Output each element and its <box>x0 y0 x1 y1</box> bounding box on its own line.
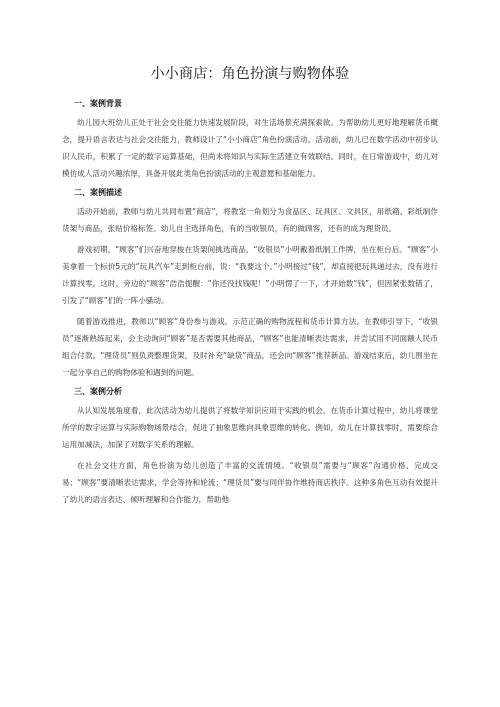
paragraph: 幼儿园大班幼儿正处于社会交往能力快速发展阶段，对生活场景充满探索欲。为帮助幼儿更好地理解货币概念，提升语言表达与社会交往能力，教师设计了“小小商店”角色扮演活动。活动前，幼儿已在数学活动中初步认识人民币，积累了一定的数字运算基础，但尚未将知识与实际生活建立有效联结。同时，在日常游戏中，幼儿对模仿成人活动兴趣浓厚，具备开展此类角色扮演活动的主观意愿和基础能力。 <box>62 118 438 178</box>
section-heading: 一、案例背景 <box>74 99 122 108</box>
paragraph: 游戏初期，“顾客”们兴奋地穿梭在货架间挑选商品，“收银员”小明戴着纸制工作牌，坐在柜台后。“顾客”小美拿着一个标价5元的“玩具汽车”走到柜台前，说：“我要这个。”小明接过“钱”，却直接把玩具递过去，没有进行计算找零。这时，旁边的“顾客”浩浩提醒：“你还没找钱呢！”小明愣了一下，才开始数“钱”，但因紧张数错了，引发了“顾客”们的一阵小骚动。 <box>62 245 438 305</box>
paragraph: 从认知发展角度看，此次活动为幼儿提供了将数学知识应用于实践的机会。在货币计算过程中，幼儿将课堂所学的数字运算与实际购物场景结合，促进了抽象思维向具象思维的转化。例如，幼儿在计算找零时，需要综合运用加减法，加深了对数字关系的理解。 <box>62 406 438 449</box>
paragraph: 活动开始前，教师与幼儿共同布置“商店”，将教室一角划分为食品区、玩具区、文具区，用纸箱、彩纸制作货架与商品，张贴价格标签。幼儿自主选择角色，有的当收银员，有的做顾客，还有的成为理货员。 <box>62 207 438 233</box>
section-heading: 二、案例描述 <box>74 188 122 197</box>
section-description <box>62 186 438 381</box>
paragraph: 在社会交往方面，角色扮演为幼儿创造了丰富的交流情境。“收银员”需要与“顾客”沟通价格、完成交易；“顾客”要清晰表达需求，学会等待和轮流；“理货员”要与同伴协作维持商店秩序。这种多角色互动有效提升了幼儿的语言表达、倾听理解和合作能力，帮助他 <box>62 461 438 504</box>
section-background <box>62 97 438 182</box>
paragraph: 随着游戏推进，教师以“顾客”身份参与游戏，示范正确的购物流程和货币计算方法。在教师引导下，“收银员”逐渐熟练起来，会主动询问“顾客”是否需要其他商品，“顾客”也能清晰表达需求，并尝试用不同面额人民币组合付款。“理货员”则负责整理货架，及时补充“缺货”商品，还会向“顾客”推荐新品。游戏结束后，幼儿围坐在一起分享自己的购物体验和遇到的问题。 <box>62 317 438 377</box>
document-body <box>62 97 438 512</box>
section-analysis <box>62 385 438 508</box>
document-title: 小小商店：角色扮演与购物体验 <box>150 66 350 82</box>
section-heading: 三、案例分析 <box>74 387 122 396</box>
